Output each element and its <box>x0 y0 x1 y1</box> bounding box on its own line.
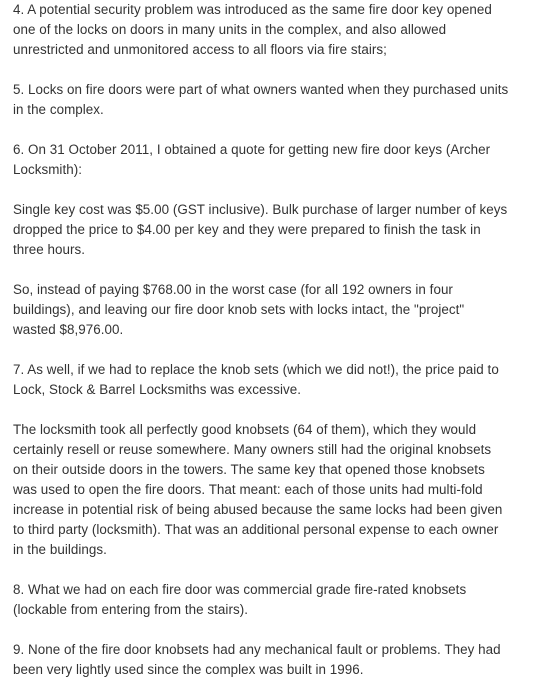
paragraph-key-cost: Single key cost was $5.00 (GST inclusive). Bulk purchase of larger number of keys dropped the price to $4.00 per key and they were prepared to finish the task in three hours. <box>13 202 508 257</box>
paragraph-item-8: 8. What we had on each fire door was commercial grade fire-rated knobsets (lockable from entering from the stairs). <box>13 582 467 617</box>
paragraph-item-6: 6. On 31 October 2011, I obtained a quote for getting new fire door keys (Archer Locksmith): <box>13 142 491 177</box>
document-body <box>13 0 543 700</box>
paragraph-item-5: 5. Locks on fire doors were part of what owners wanted when they purchased units in the complex. <box>13 82 509 117</box>
paragraph-item-4: 4. A potential security problem was introduced as the same fire door key opened one of the locks on doors in many units in the complex, and also allowed unrestricted and unmonitored access to all floors via fire stairs; <box>13 2 492 57</box>
paragraph-item-9: 9. None of the fire door knobsets had any mechanical fault or problems. They had been very lightly used since the complex was built in 1996. <box>13 642 501 677</box>
paragraph-worst-case: So, instead of paying $768.00 in the worst case (for all 192 owners in four buildings), and leaving our fire door knob sets with locks intact, the "project" wasted $8,976.00. <box>13 282 465 337</box>
paragraph-item-7: 7. As well, if we had to replace the knob sets (which we did not!), the price paid to Lock, Stock & Barrel Locksmiths was excessive. <box>13 362 499 397</box>
paragraph-locksmith: The locksmith took all perfectly good knobsets (64 of them), which they would certainly resell or reuse somewhere. Many owners still had the original knobsets on their outside doors in the towers. The same key that opened those knobsets was used to open the fire doors. That meant: each of those units had multi-fold increase in potential risk of being abused because the same locks had been given to third party (locksmith). That was an additional personal expense to each owner in the buildings. <box>13 422 503 557</box>
